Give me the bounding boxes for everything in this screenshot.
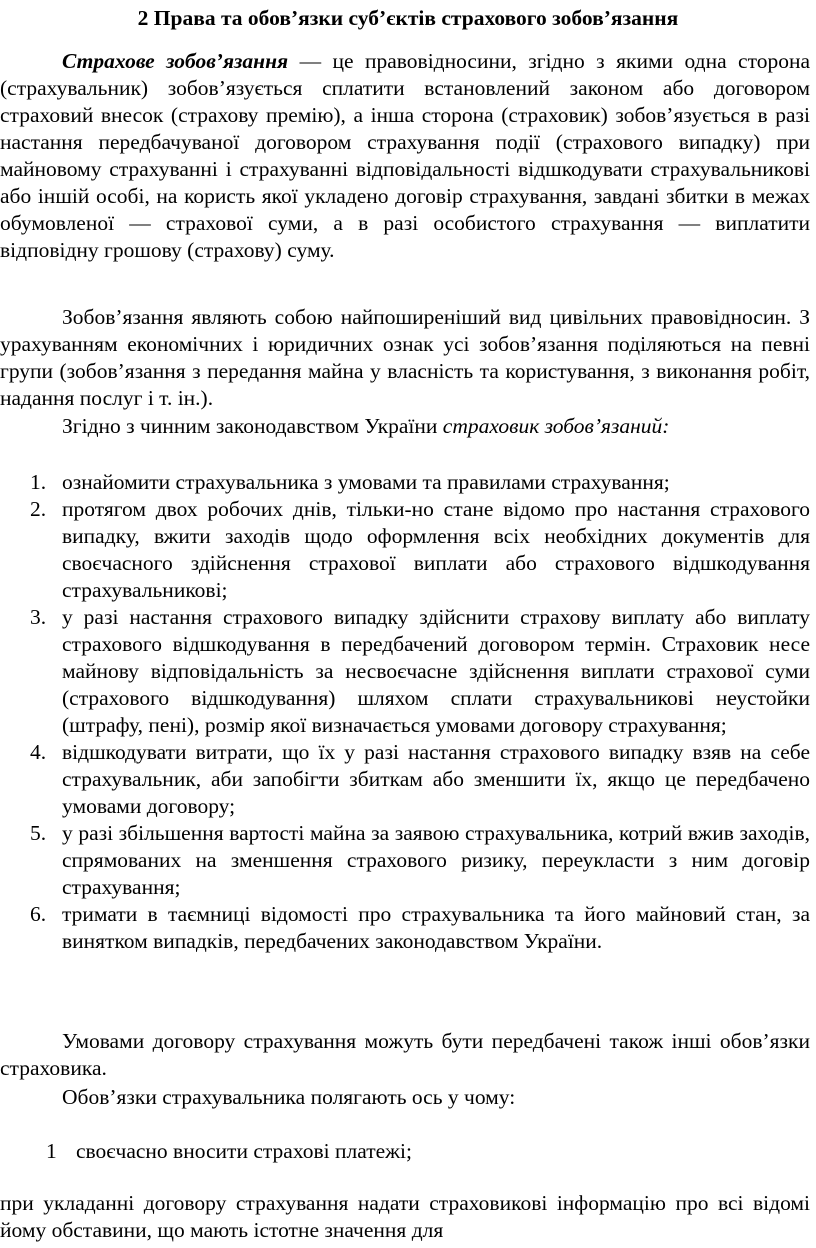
list-item bbox=[0, 496, 810, 604]
insurer-obliged-emphasis: страховик зобов’язаний: bbox=[442, 414, 670, 438]
list-item-text: протягом двох робочих днів, тільки-но стане відомо про настання страхового випадку, вжити заходів щодо оформлення всіх необхідних документів для своєчасного здійснення страхової виплати або страхового відшкодування страхувальникові; bbox=[62, 497, 810, 602]
intro-paragraph bbox=[0, 48, 810, 264]
list-item bbox=[0, 901, 810, 955]
list-item bbox=[0, 820, 810, 901]
list-item-text: своєчасно вносити страхові платежі; bbox=[76, 1139, 412, 1163]
insured-duties-intro: Обов’язки страхувальника полягають ось у чому: bbox=[62, 1085, 516, 1109]
legislation-text: Згідно з чинним законодавством України bbox=[62, 414, 443, 438]
definition-text: — це правовідносини, згідно з якими одна сторона (страхувальник) зобов’язується сплатити встановлений законом або договором страховий внесок (страхову премію), а інша сторона (страховик) зобов’язується в разі настання передбачуваної договором страхування події (страхового випадку) при майновому страхуванні і страхуванні відповідальності відшкодувати страхувальникові або іншій особі, на користь якої укладено договір страхування, завдані збитки в межах обумовленої — страхової суми, а в разі особистого страхування — виплатити відповідну грошову (страхову) суму. bbox=[0, 49, 811, 262]
obligations-paragraph: Зобов’язання являють собою найпоширеніший вид цивільних правовідносин. З урахуванням економічних і юридичних ознак усі зобов’язання поділяються на певні групи (зобов’язання з передання майна у власність та користування, з виконання робіт, надання послуг і т. ін.). bbox=[0, 305, 810, 410]
insured-info-paragraph: при укладанні договору страхування надати страховикові інформацію про всі відомі йому обставини, що мають істотне значення для bbox=[0, 1191, 810, 1242]
list-item-text: у разі збільшення вартості майна за заявою страхувальника, котрий вжив заходів, спрямованих на зменшення страхового ризику, переукласти з ним договір страхування; bbox=[62, 821, 810, 899]
section-title: 2 Права та обов’язки суб’єктів страхового зобов’язання bbox=[137, 6, 679, 30]
legislation-paragraph bbox=[0, 413, 810, 440]
list-item-text: у разі настання страхового випадку здійснити страхову виплату або виплату страхового відшкодування в передбачений договором термін. Страховик несе майнову відповідальність за несвоєчасне здійснення виплати страхової суми (страхового відшкодування) шляхом сплати страхувальникові неустойки (штрафу, пені), розмір якої визначається умовами договору страхування; bbox=[62, 605, 810, 737]
defined-term: Страхове зобов’язання bbox=[62, 49, 289, 73]
list-item-text: відшкодувати витрати, що їх у разі настання страхового випадку взяв на себе страхувальник, аби запобігти збиткам або зменшити їх, якщо це передбачено умовами договору; bbox=[62, 740, 810, 818]
list-item bbox=[0, 604, 810, 739]
list-item bbox=[0, 739, 810, 820]
list-item-number: 4. bbox=[30, 740, 47, 764]
other-duties-paragraph: Умовами договору страхування можуть бути передбачені також інші обов’язки страховика. bbox=[0, 1029, 810, 1080]
list-item-number: 1 bbox=[46, 1139, 57, 1163]
list-item-number: 5. bbox=[30, 821, 47, 845]
list-item-number: 6. bbox=[30, 902, 47, 926]
insurer-duties-list bbox=[0, 469, 810, 955]
list-item-number: 1. bbox=[30, 470, 47, 494]
list-item-text: ознайомити страхувальника з умовами та правилами страхування; bbox=[62, 470, 670, 494]
list-item bbox=[0, 469, 810, 496]
list-item-number: 2. bbox=[30, 497, 47, 521]
list-item-number: 3. bbox=[30, 605, 47, 629]
list-item-text: тримати в таємниці відомості про страхувальника та його майновий стан, за винятком випадків, передбачених законодавством України. bbox=[62, 902, 810, 953]
